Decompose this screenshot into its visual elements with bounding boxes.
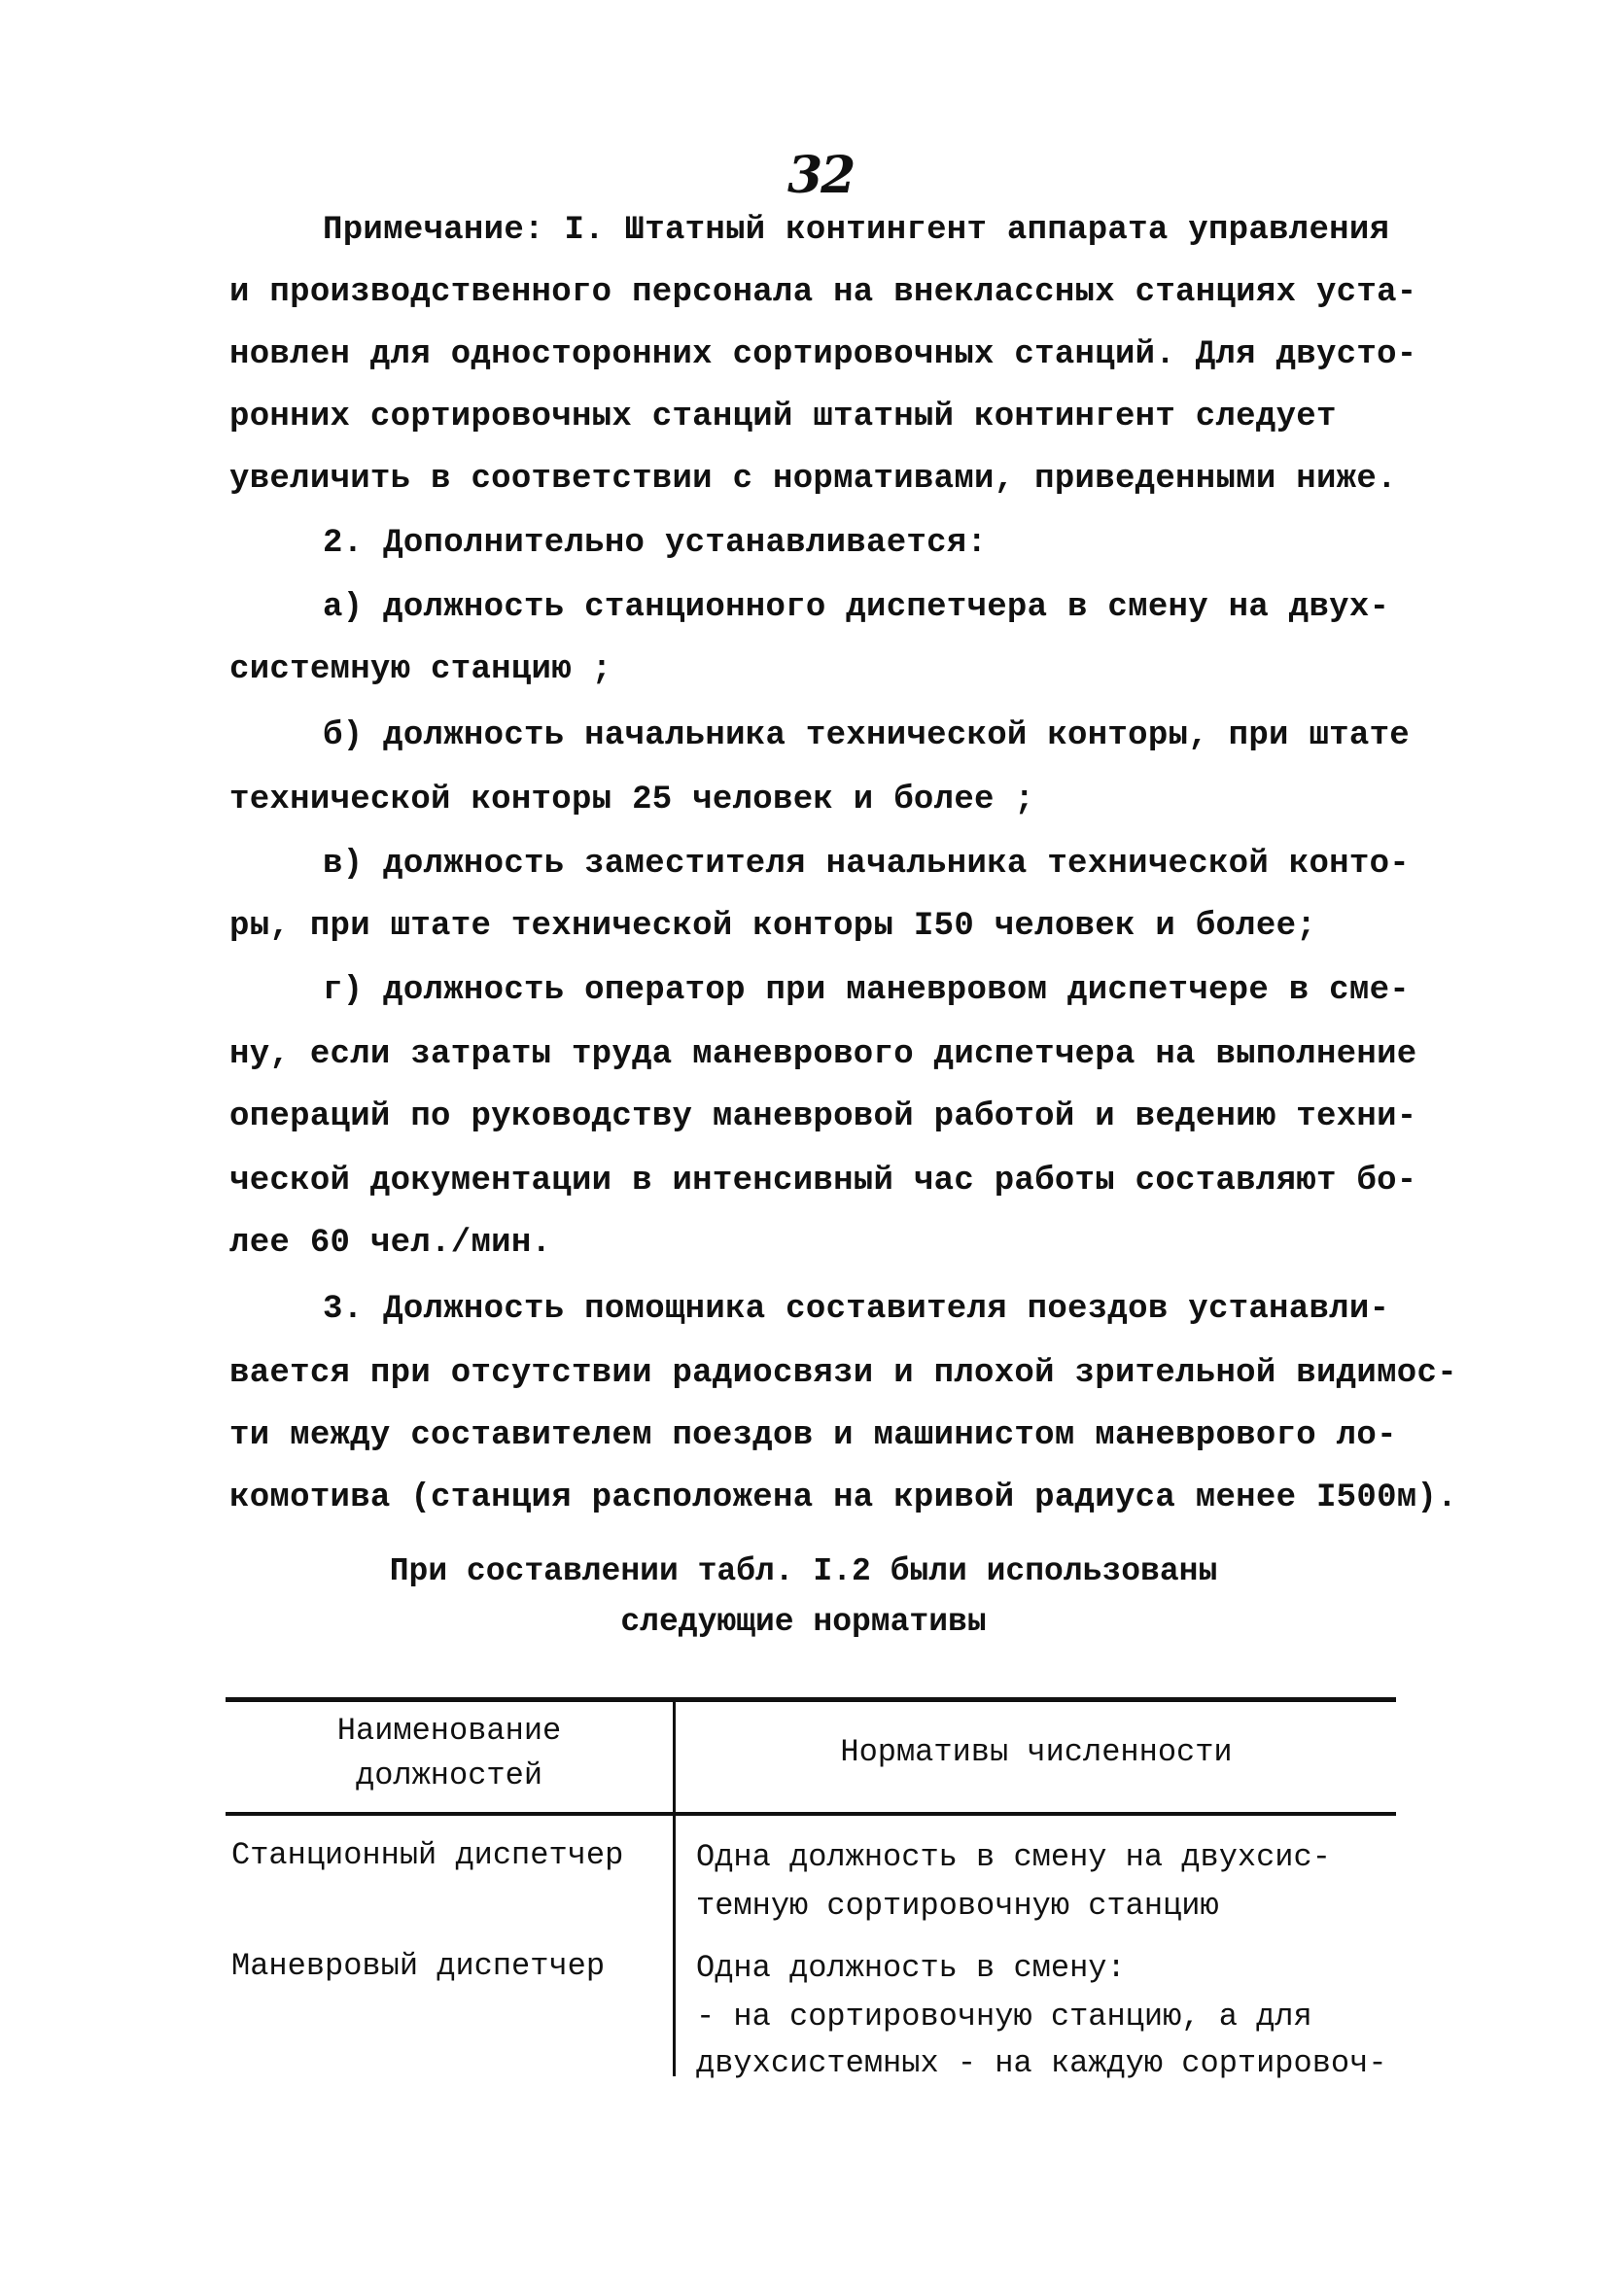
table-header-rule — [226, 1812, 1396, 1816]
note-line: 2. Дополнительно устанавливается: — [323, 525, 988, 562]
note-line: увеличить в соответствии с нормативами, приведенными ниже. — [229, 461, 1397, 498]
header-position-line1: Наименование — [336, 1713, 562, 1749]
row-norm-line: Одна должность в смену на двухсис- — [696, 1839, 1331, 1875]
note-line: технической конторы 25 человек и более ; — [229, 782, 1035, 818]
row-position: Маневровый диспетчер — [231, 1948, 606, 1984]
note-line: ти между составителем поездов и машинистом маневрового ло- — [229, 1417, 1397, 1454]
note-line: ронних сортировочных станций штатный контингент следует — [229, 399, 1337, 435]
note-line: вается при отсутствии радиосвязи и плохой зрительной видимос- — [229, 1355, 1457, 1392]
page-number: 32 — [787, 146, 855, 205]
note-line: б) должность начальника технической конторы, при штате — [323, 717, 1410, 754]
table-top-rule — [226, 1697, 1396, 1702]
row-norm-line: - на сортировочную станцию, а для — [696, 1999, 1312, 2035]
note-line: в) должность заместителя начальника технической конто- — [323, 846, 1410, 883]
note-line: новлен для односторонних сортировочных станций. Для двусто- — [229, 336, 1417, 373]
row-norm-line: Одна должность в смену: — [696, 1950, 1126, 1986]
note-line: системную станцию ; — [229, 651, 612, 688]
note-line: ры, при штате технической конторы I50 человек и более; — [229, 908, 1316, 945]
note-line: 3. Должность помощника составителя поездов устанавли- — [323, 1291, 1390, 1328]
note-line: лее 60 чел./мин. — [229, 1225, 552, 1262]
table-caption-line2: следующие нормативы — [620, 1604, 987, 1640]
table-caption-line1: При составлении табл. I.2 были использованы — [389, 1553, 1218, 1589]
row-position: Станционный диспетчер — [231, 1837, 624, 1873]
note-line: Примечание: I. Штатный контингент аппарата управления — [323, 212, 1390, 249]
table-column-divider — [673, 1697, 676, 2076]
note-line: комотива (станция расположена на кривой радиуса менее I500м). — [229, 1479, 1457, 1516]
note-line: ну, если затраты труда маневрового диспетчера на выполнение — [229, 1036, 1417, 1073]
note-line: операций по руководству маневровой работой и ведению техни- — [229, 1098, 1417, 1135]
note-line: ческой документации в интенсивный час работы составляют бо- — [229, 1163, 1417, 1200]
header-norms: Нормативы численности — [840, 1734, 1233, 1770]
note-line: г) должность оператор при маневровом диспетчере в сме- — [323, 972, 1410, 1009]
row-norm-line: темную сортировочную станцию — [696, 1888, 1219, 1924]
row-norm-line: двухсистемных - на каждую сортировоч- — [696, 2045, 1387, 2081]
note-line: а) должность станционного диспетчера в смену на двух- — [323, 589, 1390, 626]
note-line: и производственного персонала на внеклассных станциях уста- — [229, 274, 1417, 311]
header-position-line2: должностей — [355, 1757, 543, 1793]
